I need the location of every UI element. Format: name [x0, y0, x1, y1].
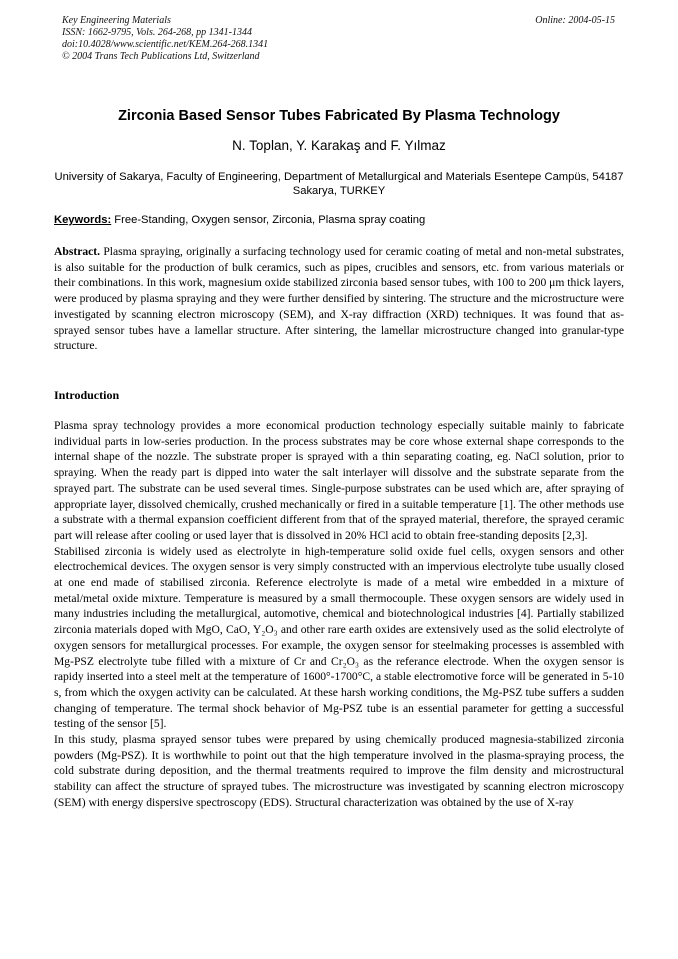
introduction-body: [54, 418, 624, 948]
abstract: [54, 244, 624, 354]
keywords: [54, 213, 624, 227]
affiliation: University of Sakarya, Faculty of Engineering, Department of Metallurgical and Materials Esentepe Campüs, 54187 Sakarya, TURKEY: [54, 171, 624, 197]
paragraph: Stabilised zirconia is widely used as electrolyte in high-temperature solid oxide fuel cells, oxygen sensors and other electrochemical devices. The oxygen sensor is very simply constructed with an impervious electrolyte tube usually closed at one end made of stabilised zirconia. Reference electrolyte is made of a metal wire embedded in a mixture of metal/metal oxide mixture. Temperature is measured by a small thermocouple. These oxygen sensors are widely used in many industries including the metallurgical, automotive, chemical and biotechnological industries [4]. Partially stabilized zirconia materials doped with MgO, CaO, Y₂O₃ and other rare earth oxides are extensively used as the solid electrolyte of oxygen sensors for metallurgical processes. For example, the oxygen sensor for steelmaking processes is assembled with Mg-PSZ electrolyte tube filled with a mixture of Cr and Cr₂O₃ as the referance electrode. When the oxygen sensor is rapidy inserted into a steel melt at the temperature of 1600°-1700°C, a stable electromotive force will be generated in 5-10 s, from which the oxygen activity can be calculated. At these harsh working conditions, the Mg-PSZ tube suffers a sudden changing of temperature. The termal shock behavior of Mg-PSZ tube is an essential parameter for getting a successful testing of the sensor [5].: [54, 544, 624, 731]
abstract-text: Plasma spraying, originally a surfacing technology used for ceramic coating of metal and non-metal substrates, is also suitable for the production of bulk ceramics, such as pipes, crucibles and sensors, etc. from various materials or their combinations. In this work, magnesium oxide stabilized zirconia based sensor tubes, with 100 to 200 μm thick layers, were produced by plasma spraying and they were further densified by sintering. The structure and the microstructure were investigated by scanning electron microscopy (SEM), and X-ray diffraction (XRD) techniques. It was found that as-sprayed sensor tubes have a lamellar structure. After sintering, the lamellar microstructure changed into granular-type structure.: [54, 245, 624, 353]
paper-title: Zirconia Based Sensor Tubes Fabricated By Plasma Technology: [118, 108, 560, 124]
doi-line: doi:10.4028/www.scientific.net/KEM.264-268.1341: [62, 39, 269, 50]
journal-header: [62, 15, 268, 63]
authors: N. Toplan, Y. Karakaş and F. Yılmaz: [232, 138, 446, 153]
online-date: Online: 2004-05-15: [535, 15, 615, 26]
copyright-line: © 2004 Trans Tech Publications Ltd, Switzerland: [62, 51, 260, 62]
keywords-text: Free-Standing, Oxygen sensor, Zirconia, Plasma spray coating: [111, 214, 426, 226]
abstract-label: Abstract.: [54, 245, 101, 258]
paragraph: In this study, plasma sprayed sensor tubes were prepared by using chemically produced magnesia-stabilized zirconia powders (Mg-PSZ). It is worthwhile to point out that the high temperature involved in the plasma-spraying process, the cold substrate during deposition, and the thermal treatments required to improve the film density and microstructural stability can affect the structure of sprayed tubes. The microstructure was investigated by scanning electron microscopy (SEM) with energy dispersive spectroscopy (EDS). Structural characterization was obtained by the use of X-ray: [54, 733, 624, 809]
paragraph: Plasma spray technology provides a more economical production technology especially suitable mainly to fabricate individual parts in low-series production. In the process substrates may be core whose external shape corresponds to the internal shape of the nozzle. The substrate proper is sprayed with a thin separating coating, eg. NaCl solution, prior to spraying. When the ready part is dipped into water the salt interlayer will dissolve and the substrate separate from the sprayed part. The substrate can be used several times. Single-purpose substrates can be used which are, after spraying of appropriate layer, dissolved chemically, crushed mechanically or fired in a suitable temperature [1]. The other methods use a substrate with a thermal expansion coefficient different from that of the sprayed material, therefore, the sprayed ceramic part will release after cooling or used layer that is dissolved in 20% HCl acid to obtain free-standing deposits [2,3].: [54, 419, 624, 542]
keywords-label: Keywords:: [54, 214, 112, 226]
journal-name: Key Engineering Materials: [62, 15, 171, 26]
introduction-heading: Introduction: [54, 388, 120, 402]
issn-line: ISSN: 1662-9795, Vols. 264-268, pp 1341-1344: [62, 27, 252, 38]
